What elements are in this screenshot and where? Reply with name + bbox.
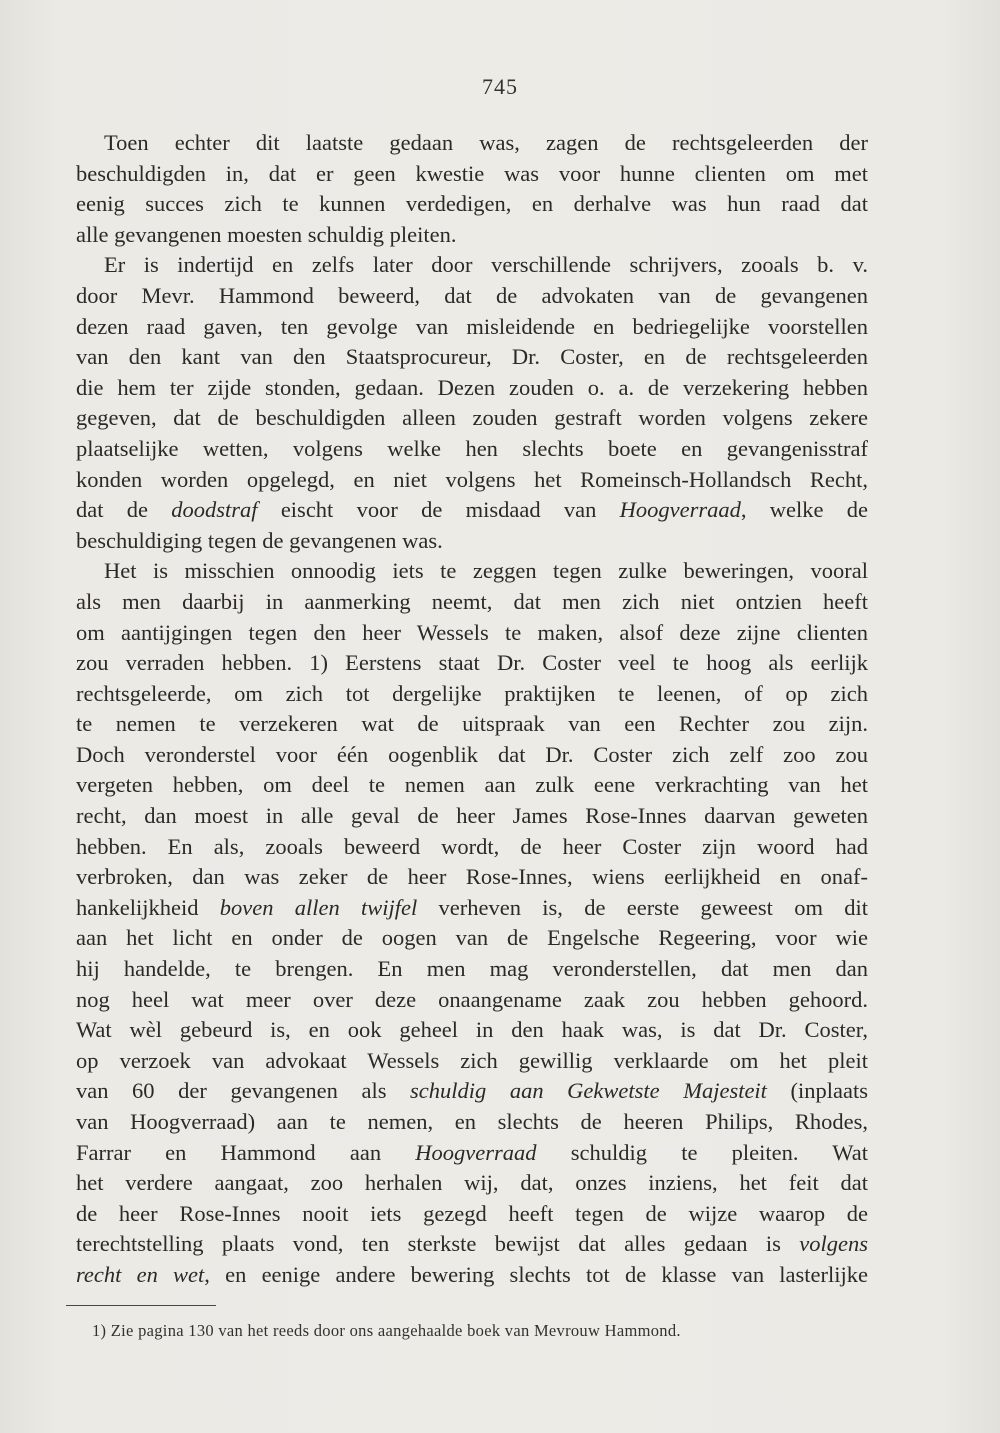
text-line: het verdere aangaat, zoo herhalen wij, dat, onzes inziens, het feit dat xyxy=(76,1170,868,1196)
text-line: als men daarbij in aanmerking neemt, dat men zich niet ontzien heeft xyxy=(76,588,868,614)
text-line: rechtsgeleerde, om zich tot dergelijke praktijken te leenen, of op zich xyxy=(76,680,868,706)
text-run: eischt voor de misdaad van xyxy=(257,497,620,523)
italic-text: volgens xyxy=(799,1231,868,1257)
text-line: gegeven, dat de beschuldigden alleen zouden gestraft worden volgens zekere xyxy=(76,405,868,431)
text-line: om aantijgingen tegen den heer Wessels te maken, alsof deze zijne clienten xyxy=(76,619,868,645)
page-number: 745 xyxy=(482,74,518,99)
text-line: hebben. En als, zooals beweerd wordt, de heer Coster zijn woord had xyxy=(76,833,868,859)
text-line: eenig succes zich te kunnen verdedigen, en derhalve was hun raad dat xyxy=(76,191,868,217)
text-line: nog heel wat meer over deze onaangename zaak zou hebben gehoord. xyxy=(76,986,868,1012)
text-line xyxy=(76,1138,868,1169)
text-line: Toen echter dit laatste gedaan was, zagen de rechtsgeleerden der xyxy=(104,130,868,155)
text-line xyxy=(76,1229,868,1260)
italic-text: doodstraf xyxy=(171,497,258,523)
text-run: hankelijkheid xyxy=(76,894,220,920)
text-run: , en eenige andere bewering slechts tot de klasse van lasterlijke xyxy=(204,1261,868,1287)
text-line xyxy=(76,1076,868,1107)
text-run: (inplaats xyxy=(766,1078,868,1104)
text-line: de heer Rose-Innes nooit iets gezegd heeft tegen de wijze waarop de xyxy=(76,1200,868,1226)
text-line: van den kant van den Staatsprocureur, Dr. Coster, en de rechtsgeleerden xyxy=(76,344,868,370)
text-line: plaatselijke wetten, volgens welke hen slechts boete en gevangenisstraf xyxy=(76,435,868,461)
text-run: schuldig te pleiten. Wat xyxy=(536,1139,868,1165)
body-text xyxy=(76,128,868,1291)
text-line xyxy=(76,495,868,526)
footnote: 1) Zie pagina 130 van het reeds door ons aangehaalde boek van Mevrouw Hammond. xyxy=(92,1321,681,1340)
text-line: Het is misschien onnoodig iets te zeggen tegen zulke beweringen, vooral xyxy=(104,558,868,584)
footnote-divider xyxy=(66,1305,216,1306)
text-line: die hem ter zijde stonden, gedaan. Dezen zouden o. a. de verzekering hebben xyxy=(76,374,868,400)
italic-text: Hoogverraad xyxy=(415,1139,537,1165)
text-run: terechtstelling plaats vond, ten sterkste bewijst dat alles gedaan is xyxy=(76,1231,800,1257)
text-line: recht, dan moest in alle geval de heer James Rose-Innes daarvan geweten xyxy=(76,803,868,829)
text-line: op verzoek van advokaat Wessels zich gewillig verklaarde om het pleit xyxy=(76,1047,868,1073)
italic-text: Hoogverraad xyxy=(619,497,741,523)
text-run: Farrar en Hammond aan xyxy=(76,1139,416,1165)
text-line xyxy=(76,893,868,924)
italic-text: recht en wet xyxy=(76,1261,205,1287)
text-line: Doch veronderstel voor één oogenblik dat Dr. Coster zich zelf zoo zou xyxy=(76,741,868,767)
text-run: dat de xyxy=(76,497,172,523)
italic-text: schuldig aan Gekwetste Majesteit xyxy=(410,1078,767,1104)
text-line: aan het licht en onder de oogen van de Engelsche Regeering, voor wie xyxy=(76,925,868,951)
italic-text: boven allen twijfel xyxy=(219,894,418,920)
text-line: Wat wèl gebeurd is, en ook geheel in den haak was, is dat Dr. Coster, xyxy=(76,1017,868,1043)
text-line xyxy=(76,1260,868,1291)
text-line: beschuldigden in, dat er geen kwestie was voor hunne clienten om met xyxy=(76,160,868,186)
text-line: te nemen te verzekeren wat de uitspraak van een Rechter zou zijn. xyxy=(76,711,868,737)
text-run: verheven is, de eerste geweest om dit xyxy=(417,894,868,920)
text-run: , welke de xyxy=(740,497,868,523)
text-line: vergeten hebben, om deel te nemen aan zulk eene verkrachting van het xyxy=(76,772,868,798)
text-line: alle gevangenen moesten schuldig pleiten. xyxy=(76,221,457,247)
text-line: dezen raad gaven, ten gevolge van misleidende en bedriegelijke voorstellen xyxy=(76,313,868,339)
text-line: van Hoogverraad) aan te nemen, en slechts de heeren Philips, Rhodes, xyxy=(76,1109,868,1134)
text-line: Er is indertijd en zelfs later door verschillende schrijvers, zooals b. v. xyxy=(104,252,868,278)
text-line: hij handelde, te brengen. En men mag veronderstellen, dat men dan xyxy=(76,956,868,982)
text-run: van 60 der gevangenen als xyxy=(76,1078,411,1104)
text-line: verbroken, dan was zeker de heer Rose-Innes, wiens eerlijkheid en onaf- xyxy=(76,864,868,890)
text-line: door Mevr. Hammond beweerd, dat de advokaten van de gevangenen xyxy=(76,282,868,308)
text-line: beschuldiging tegen de gevangenen was. xyxy=(76,527,443,553)
text-line: konden worden opgelegd, en niet volgens het Romeinsch-Hollandsch Recht, xyxy=(76,466,868,492)
text-line: zou verraden hebben. 1) Eerstens staat Dr. Coster veel te hoog als eerlijk xyxy=(76,650,868,676)
